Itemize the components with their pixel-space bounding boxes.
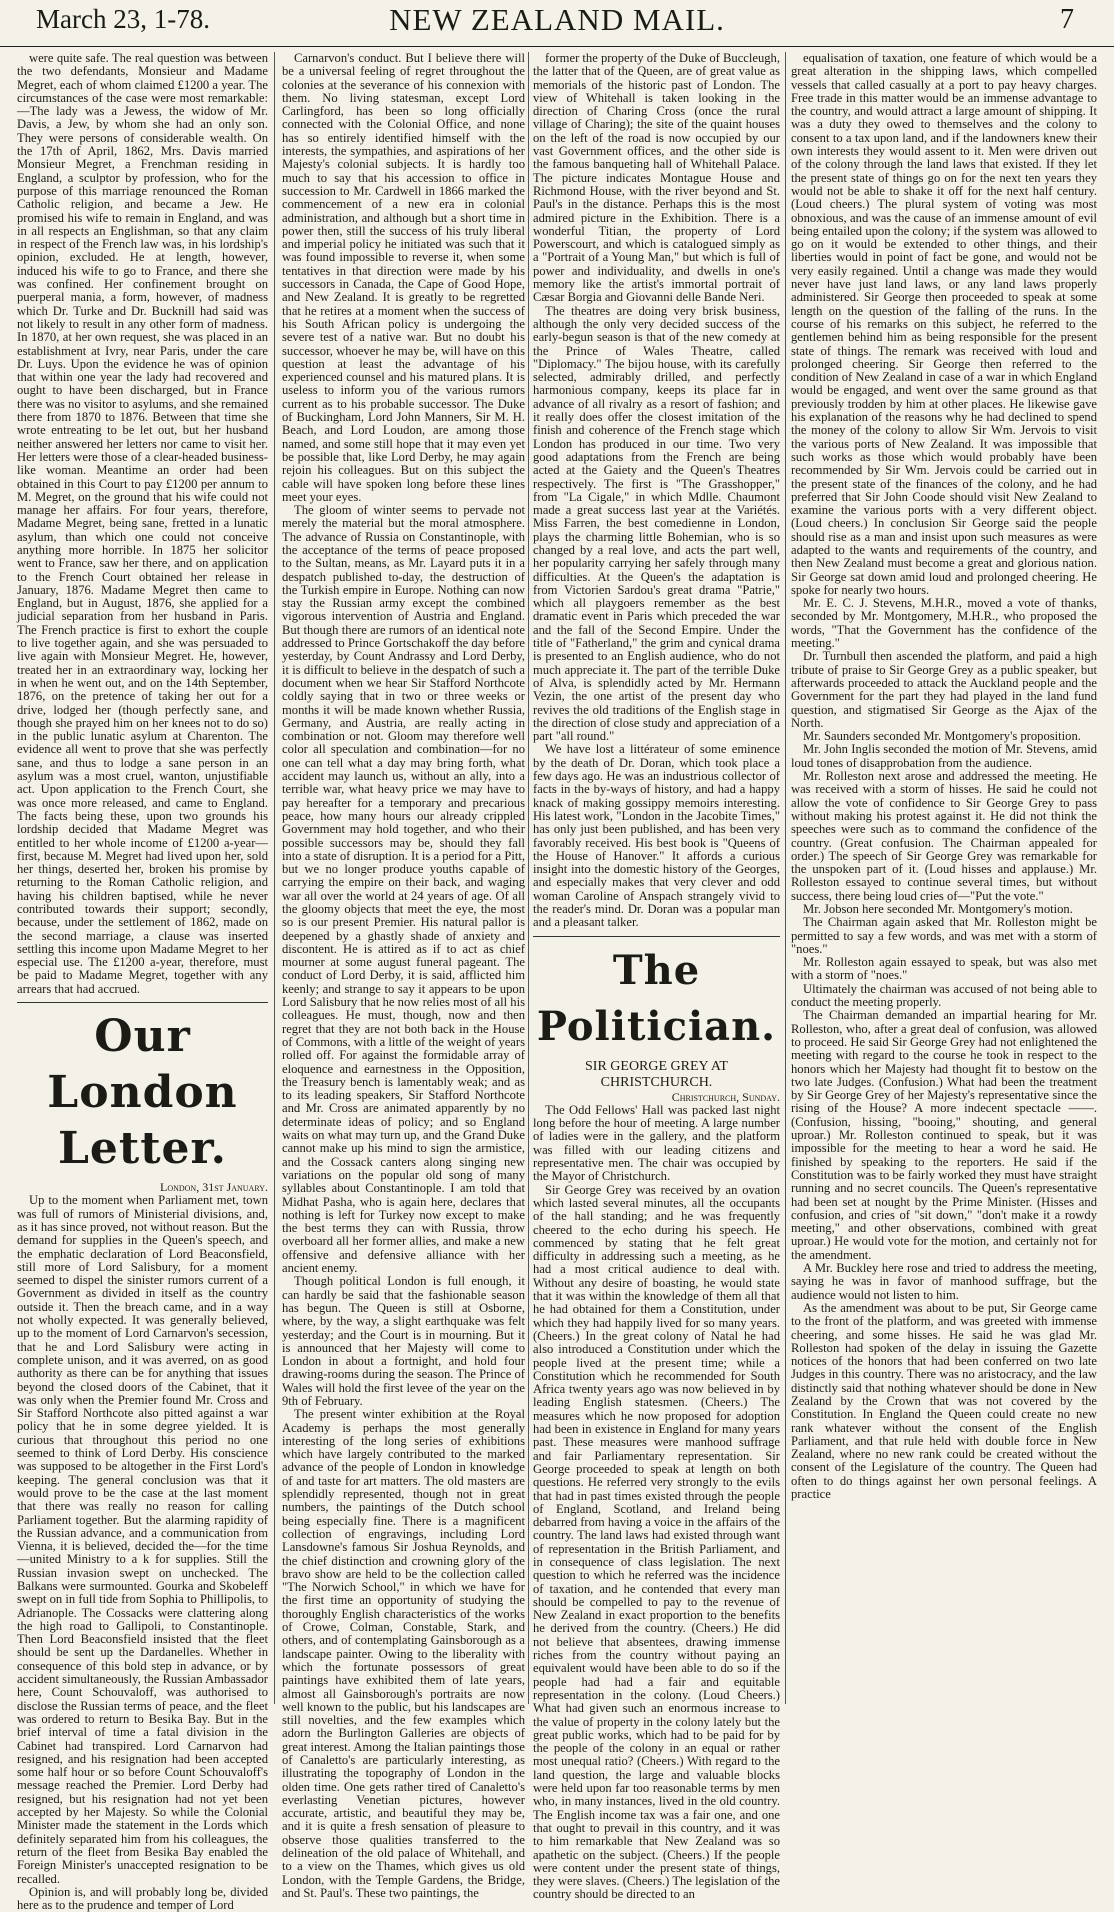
dateline: London, 31st January.: [159, 1180, 268, 1195]
article-paragraph: Carnarvon's conduct. But I believe there will be a universal feeling of regret throughout the colonies at the severance of his connexion with them. No living statesman, except Lord Carlingford, has been so long officially connected with the Colonial Office, and none has so entirely identified himself with the interests, the sympathies, and aspirations of her Majesty's colonial subjects. It is hardly too much to say that his accession to office in succession to Mr. Cardwell in 1866 marked the commencement of a new era in colonial administration, and although but a short time in power then, still the success of his truly liberal and imperial policy he initiated was such that it was found impossible to reverse it, when some tentatives in that direction were made by his successors in Canada, the Cape of Good Hope, and New Zealand. It is greatly to be regretted that he retires at a moment when the success of his South African policy is undergoing the severe test of a native war. But no doubt his successor, whoever he may be, will have on this question at least the advantage of his experienced counsel and his matured plans. It is useless to inform you of the various rumors current as to his probable successor. The Duke of Buckingham, Lord John Manners, Sir M. H. Beach, and Lord Loudon, are among those named, and some still hope that it may even yet be possible that, like Lord Derby, he may again rejoin his colleagues. But on this subject the cable will have spoken long before these lines meet your eyes.: [282, 51, 525, 504]
article-paragraph: Ultimately the chairman was accused of not being able to conduct the meeting properly.: [791, 981, 1097, 1010]
article-paragraph: were quite safe. The real question was between the two defendants, Monsieur and Madame Megret, each of whom claimed £1200 a year. The circumstances of the case were most remarkable:—The lady was a Jewess, the widow of Mr. Davis, a Jew, by whom she had an only son. They were persons of considerable wealth. On the 17th of April, 1862, Mrs. Davis married Monsieur Megret, a Frenchman residing in England, a sculptor by profession, who for the purpose of this marriage renounced the Roman Catholic religion, and became a Jew. He promised his wife to remain in England, and was in all respects an Englishman, so that any claim in respect of the French law was, in his lordship's opinion, excluded. He at length, however, induced his wife to go to France, and there she was confined. Her confinement brought on puerperal mania, a form, however, of madness which Dr. Turke and Dr. Bucknill had said was not likely to result in any other form of madness. In 1870, at her own request, she was placed in an establishment at Ivry, near Paris, under the care Dr. Luys. Upon the evidence he was of opinion that within one year the lady had recovered and ought to have been discharged, but in France there was no visitor to asylums, and she remained there from 1870 to 1876. Between that time she wrote entreating to be let out, but her husband neither answered her letters nor came to visit her. Her letters were those of a clear-headed business-like woman. Meantime an order had been obtained in this Court to pay £1200 per annum to M. Megret, on the ground that his wife could not manage her affairs. For four years, therefore, Madame Megret, being sane, fretted in a lunatic asylum, than which one could not conceive anything more horrible. In 1875 her solicitor went to France, saw her there, and on application to the French Court obtained her release in January, 1876. Madame Megret then came to England, but in August, 1876, she applied for a judicial separation from her husband in Paris. The French practice is first to exhort the couple to live together again, and she was persuaded to live again with Monsieur Megret. He, however, treated her in an extraordinary way, locking her in when he went out, and on the 14th September, 1876, on the pretence of taking her out for a drive, lodged her (though perfectly sane, and though she prayed him on her knees not to do so) in the public lunatic asylum at Charenton. The evidence all went to prove that she was perfectly sane, and thus to lodge a sane person in an asylum was a most cruel, wanton, unjustifiable act. Upon application to the French Court, she was once more released, and came to England. The facts being these, upon two grounds his lordship decided that Madame Megret was entitled to her whole income of £1200 a-year—first, because M. Megret had lived upon her, sold her things, deserted her, broken his promise by returning to the Roman Catholic religion, and having his children baptised, while he never contributed towards their support; secondly, because, under the settlement of 1862, made on the second marriage, a clause was inserted settling this income upon Madame Megret to her especial use. The £1200 a-year, therefore, must be paid to Madame Megret, together with any arrears that had accrued.: [17, 51, 268, 996]
dateline: Christchurch, Sunday.: [671, 1089, 780, 1104]
masthead: [0, 0, 1114, 47]
article-paragraph: The gloom of winter seems to pervade not merely the material but the moral atmosphere. The advance of Russia on Constantinople, with the acceptance of the terms of peace proposed to the Sultan, means, as Mr. Layard puts it in a despatch published to-day, the destruction of the Turkish empire in Europe. Nothing can now stay the Russian army except the combined vigorous intervention of Austria and England. But though there are rumors of an identical note addressed to Prince Gortschakoff the day before yesterday, by Count Andrassy and Lord Derby, it is difficult to believe in the despatch of such a document when we hear Sir Stafford Northcote coldly saying that in two or three weeks or months it will be made known whether Russia, Germany, and Austria, are really acting in combination or not. Gloom may therefore well color all speculation and combination—for no one can tell what a day may bring forth, what accident may launch us, without an ally, into a terrible war, what heavy price we may have to pay hereafter for a temporary and precarious peace, how many hours our already crippled Government may hold together, and who their possible successors may be, should they fall into a state of disruption. It is a period for a Pitt, but we no longer produce youths capable of carrying the empire on their back, and waging war all over the world at 24 years of age. Of all the gloomy objects that meet the eye, the most so is our present Premier. His natural pallor is deepened by a ghastly shade of anxiety and discontent. He is attired as if to act as chief mourner at some august funeral pageant. The conduct of Lord Derby, it is said, afflicted him keenly; and strange to say it appears to be upon Lord Salisbury that he now relies most of all his colleagues. He must, though, now and then regret that they are not both back in the House of Commons, with a little of the weight of years rolled off. For against the formidable array of eloquence and earnestness in the Opposition, the Treasury bench is lamentably weak; and as to its leading speakers, Sir Stafford Northcote and Mr. Cross are animated apparently by no determinate ideas of policy; and so England waits on what may turn up, and the Grand Duke cannot make up his mind to sign the armistice, and the Cossack canters along singing new variations on the popular old song of many syllables about Constantinople. I am told that Midhat Pasha, who is again here, declares that nothing is left for Turkey now except to make the best terms they can with Russia, throw overboard all her former allies, and make a new offensive and defensive alliance with her ancient enemy.: [282, 503, 525, 1276]
article-paragraph: Up to the moment when Parliament met, town was full of rumors of Ministerial divisions, and, as it has since proved, not without reason. But the demand for supplies in the Queen's speech, and the emphatic declaration of Lord Beaconsfield, still more of Lord Salisbury, for a moment seemed to dispel the sinister rumors current of a Government as divided in itself as the country outside it. Then the breach came, and in a way not wholly expected. It was generally believed, up to the moment of Lord Carnarvon's secession, that he and Lord Salisbury were acting in complete unison, and it was averred, on as good authority as there can be for anything that issues beyond the closed doors of the Cabinet, that it was only when the Premier found Mr. Cross and Sir Stafford Northcote also pitted against a war policy that he in some degree yielded. It is curious that throughout this period no one seemed to think of Lord Derby. His conscience was supposed to be altogether in the First Lord's keeping. The general conclusion was that it would prove to be the case at the last moment that there was really no reason for calling Parliament together. But the alarming rapidity of the Russian advance, and a communication from Vienna, it is believed, decided the—for the time—united Ministry to a k for supplies. Still the Russian invasion swept on unchecked. The Balkans were surmounted. Gourka and Skobeleff swept on in full tide from Sophia to Phillipolis, to Adrianople. The Cossacks were clattering along the high road to Gallipoli, to Constantinople. Then Lord Beaconsfield insisted that the fleet should be sent up the Dardanelles. Whether in consequence of this bold step in advance, or by accident simultaneously, the Russian Ambassador here, Count Schouvaloff, was authorised to disclose the Russian terms of peace, and the fleet was ordered to return to Besika Bay. But in the brief interval of time a fatal division in the Cabinet had transpired. Lord Carnarvon had resigned, and his resignation had been accepted some half hour or so before Count Schouvaloff's message reached the Premier. Lord Derby had resigned, but his resignation had not yet been accepted by her Majesty. So while the Colonial Minister made the statement in the Lords which definitely separated him from his colleagues, the return of the fleet from Besika Bay enabled the Foreign Minister's unaccepted resignation to be recalled.: [17, 1193, 268, 1886]
column-rule: [785, 52, 786, 1704]
article-paragraph: Sir George Grey was received by an ovation which lasted several minutes, all the occupants of the hall standing; and he was frequently cheered to the echo during his speech. He commenced by stating that he felt great difficulty in addressing such a meeting, as he had a most critical audience to deal with. Without any desire of boasting, he would state that it was within the knowledge of them all that he had obtained for them a Constitution, under which they had happily lived for so many years. (Cheers.) In the great colony of Natal he had also introduced a Constitution under which the people lived at the present time; while a Constitution which he recommended for South Africa twenty years ago was now believed in by leading English statesmen. (Cheers.) The measures which he now proposed for adoption had been in existence in England for many years past. These measures were manhood suffrage and fair Parliamentary representation. Sir George proceeded to speak at length on both questions. He referred very strongly to the evils that had in past times existed through the people of England, Scotland, and Ireland being debarred from having a voice in the affairs of the country. The land laws had existed through want of representation in the British Parliament, and in consequence of class legislation. The next question to which he referred was the incidence of taxation, and he contended that every man should be compelled to pay to the revenue of New Zealand in exact proportion to the benefits he derived from the country. (Cheers.) He did not believe that absentees, drawing immense riches from the country without paying an equivalent would have been able to do so if the people had had a fair and equitable representation in the colony. (Loud Cheers.) What had given such an enormous increase to the value of property in the colony lately but the great public works, which had to be paid for by the people of the colony in an equal or rather most unequal ratio? (Cheers.) With regard to the land question, the large and valuable blocks were held upon far too reasonable terms by men who, in many instances, lived in the old country. The English income tax was a fair one, and one that ought to prevail in this country, and it was to him remarkable that New Zealand was so apathetic on the subject. (Cheers.) If the people were content under the present state of things, they were slaves. (Cheers.) The legislation of the country should be directed to an: [533, 1182, 780, 1902]
column-2: [282, 51, 525, 1900]
article-paragraph: equalisation of taxation, one feature of which would be a great alteration in the shipping laws, which compelled vessels that called casually at a port to pay heavy charges. Free trade in this matter would be an immense advantage to the country, and would attract a large amount of shipping. It was a duty they owed to themselves and the colony to consent to a tax upon land, and if the landowners knew their own interests they would assent to it. Men were driven out of the colony through the land laws that existed. If they let the present state of things go on for the next ten years they would not be able to shake it off for the next half century. (Loud cheers.) The plural system of voting was most obnoxious, and was the cause of an immense amount of evil being entailed upon the colony; if the system was allowed to go on it would be extended to other things, and their liberties would in point of fact be gone, and would not be very easily regained. Until a change was made they would never have just land laws, or any land laws properly administered. Sir George then proceeded to speak at some length on the question of the falling of the runs. In the course of his remarks on this subject, he referred to the gentlemen behind him as being responsible for the present state of things. The remark was received with loud and prolonged cheering. Sir George then referred to the condition of New Zealand in case of a war in which England would be engaged, and went over the same ground as that previously trodden by him at other places. He likewise gave his explanation of the reasons why he had declined to spend the money of the colony to allow Sir Wm. Jervois to visit the various ports of New Zealand. It was impossible that such works as those which would probably have been recommended by Sir Wm. Jervois could be carried out in the present state of the finances of the colony, and he had preferred that Sir John Coode should visit New Zealand to examine the various ports with a very different object. (Loud cheers.) In conclusion Sir George said the people should rise as a man and insist upon such measures as were adapted to the wants and requirements of the country, and then New Zealand must become a great and glorious nation. Sir George sat down amid loud and prolonged cheering. He spoke for nearly two hours.: [791, 51, 1097, 597]
article-paragraph: Opinion is, and will probably long be, divided here as to the prudence and temper of Lord: [17, 1884, 268, 1912]
article-paragraph: Mr. Saunders seconded Mr. Montgomery's proposition.: [803, 729, 1081, 744]
section-divider: [533, 936, 780, 937]
page-number: 7: [1060, 4, 1074, 35]
article-paragraph: Mr. John Inglis seconded the motion of Mr. Stevens, amid loud tones of disapprobation from the audience.: [791, 742, 1097, 770]
article-paragraph: Mr. Rolleston again essayed to speak, but was also met with a storm of "noes.": [791, 955, 1097, 983]
article-paragraph: The present winter exhibition at the Royal Academy is perhaps the most generally interesting of the long series of exhibitions which have largely contributed to the marked advance of the people of London in knowledge of and taste for art matters. The old masters are splendidly represented, though not in great numbers, the paintings of the Dutch school being especially fine. There is a magnificent collection of engravings, including Lord Lansdowne's famous Sir Joshua Reynolds, and the chief distinction and crowning glory of the bravo show are held to be the collection called "The Norwich School," in which we have for the first time an opportunity of studying the thoroughly English characteristics of the works of Crowe, Colman, Constable, Stark, and others, and of contemplating Gainsborough as a landscape painter. Owing to the liberality with which the fortunate possessors of great paintings have exhibited them of late years, almost all Gainsborough's portraits are now well known to the public, but his landscapes are still novelties, and the few examples which adorn the Burlington Galleries are objects of great interest. Among the Italian paintings those of Canaletto's are particularly interesting, as illustrating the topography of London in the olden time. One gets rather tired of Canaletto's everlasting Venetian pictures, however accurate, artistic, and beautiful they may be, and it is quite a fresh sensation of pleasure to observe those qualities transferred to the delineation of the old palace of Whitehall, and to a view on the Thames, which gives us old London, with the Temple Gardens, the Bridge, and St. Paul's. These two paintings, the: [282, 1407, 525, 1900]
article-paragraph: Mr. Jobson here seconded Mr. Montgomery's motion.: [803, 902, 1073, 916]
section-divider: [17, 1002, 268, 1003]
article-paragraph: Dr. Turnbull then ascended the platform, and paid a high tribute of praise to Sir George Grey as a public speaker, but afterwards proceeded to attack the Auckland people and the Government for the part they had played in the land fund question, and stigmatised Sir George as the Ajax of the North.: [791, 649, 1097, 730]
column-4: [791, 52, 1097, 1704]
article-paragraph: The Odd Fellows' Hall was packed last night long before the hour of meeting. A large number of ladies were in the gallery, and the platform was filled with our leading citizens and representative men. The chair was occupied by the Mayor of Christchurch.: [533, 1102, 780, 1184]
article-paragraph: Though political London is full enough, it can hardly be said that the fashionable season has begun. The Queen is still at Osborne, where, by the way, a slight earthquake was felt yesterday; and the Court is in mourning. But it is announced that her Majesty will come to London in about a fortnight, and hold four drawing-rooms during the season. The Prince of Wales will hold the first levee of the year on the 9th of February.: [282, 1274, 525, 1408]
section-heading-politician: The Politician.: [536, 946, 777, 1050]
article-paragraph: The Chairman again asked that Mr. Rolleston might be permitted to say a few words, and was met with a storm of "noes.": [791, 915, 1097, 956]
article-paragraph: The Chairman demanded an impartial hearing for Mr. Rolleston, who, after a great deal of confusion, was allowed to proceed. He said Sir George Grey had not enlightened the meeting with regard to the course he took in respect to the honors which her Majesty had thought fit to bestow on the two late Judges. (Confusion.) What had been the treatment by Sir George Grey of her Majesty's representative since the rising of the House? A more indecent spectacle ——. (Confusion, hissing, "booing," shouting, and general uproar.) Mr. Rolleston continued to speak, but it was impossible for the meeting to hear a word he said. He finished by speaking to the reporters. He said if the Constitution was to be fairly worked they must have straight running and no secret councils. The Queen's representative had been set at nought by the Prime Minister. (Hisses and confusion, and cries of "sit down," "don't make it a rowdy meeting," and other observations, combined with great uproar.) He would vote for the motion, and certainly not for the amendment.: [791, 1008, 1097, 1262]
article-subheading: SIR GEORGE GREY AT CHRISTCHURCH.: [585, 1058, 728, 1090]
article-paragraph: Mr. Rolleston next arose and addressed the meeting. He was received with a storm of hisses. He said he could not allow the vote of confidence to Sir George Grey to pass without making his protest against it. He did not think the speeches were such as to command the confidence of the country. (Great confusion. The Chairman appealed for order.) The speech of Sir George Grey was remarkable for the unspoken part of it. (Loud hisses and applause.) Mr. Rolleston essayed to continue several times, but without success, there being loud cries of—"Put the vote.": [791, 769, 1097, 903]
section-heading-london-letter: Our London Letter.: [47, 1011, 238, 1175]
issue-date: March 23, 1-78.: [36, 4, 210, 34]
column-rule: [528, 52, 529, 1704]
article-paragraph: A Mr. Buckley here rose and tried to address the meeting, saying he was in favor of manhood suffrage, but the audience would not listen to him.: [791, 1261, 1097, 1302]
column-3: [533, 51, 781, 1902]
article-paragraph: former the property of the Duke of Buccleugh, the latter that of the Queen, are of great value as memorials of the historic past of London. The view of Whitehall is taken looking in the direction of Charing Cross (once the rural village of Charing); the site of the quaint houses on the left of the road is now occupied by our vast Government offices, and the other side is the famous banqueting hall of Whitehall Palace. The picture indicates Montague House and Richmond House, with the river beyond and St. Paul's in the distance. Perhaps this is the most admired picture in the Exhibition. There is a wonderful Titian, the property of Lord Powerscourt, and which is catalogued simply as a "Portrait of a Young Man," but which is full of power and individuality, and dwells in one's memory like the artist's immortal portrait of Cæsar Borgia and Giovanni delle Bande Neri.: [533, 51, 781, 305]
article-paragraph: As the amendment was about to be put, Sir George came to the front of the platform, and was greeted with immense cheering, and some hisses. He said he was glad Mr. Rolleston had spoken of the delay in issuing the Gazette notices of the honors that had been conferred on two late Judges in this country. There was no aristocracy, and the law distinctly said that nothing whatever should be done in New Zealand by the Crown that was not covered by the Constitution. In England the Queen could create no new rank whatever without the consent of the English Parliament, and that rule held with double force in New Zealand, where no new rank could be created without the consent of the Legislature of the country. The Queen had often to do things against her own personal feelings. A practice: [791, 1300, 1097, 1502]
article-paragraph: Mr. E. C. J. Stevens, M.H.R., moved a vote of thanks, seconded by Mr. Montgomery, M.H.R., who proposed the words, "That the Government has the confidence of the meeting.": [791, 596, 1097, 651]
article-paragraph: We have lost a littérateur of some eminence by the death of Dr. Doran, which took place a few days ago. He was an industrious collector of facts in the by-ways of history, and had a happy knack of making gossippy memoirs interesting. His latest work, "London in the Jacobite Times," has only just been published, and has been very favorably received. His best book is "Queens of the House of Hanover." It affords a curious insight into the domestic history of the Georges, and especially makes that very clever and odd woman Caroline of Anspach strangely vivid to the reader's mind. Dr. Doran was a popular man and a pleasant talker.: [533, 742, 780, 930]
column-rule: [274, 52, 275, 1704]
article-paragraph: The theatres are doing very brisk business, although the only very decided success of the early-begun season is that of the new comedy at the Prince of Wales Theatre, called "Diplomacy." The bijou house, with its carefully selected, admirably drilled, and perfectly harmonious company, keeps its place far in advance of all rivalry as a resort of fashion; and it really does offer the closest imitation of the finish and coherence of the French stage which London has produced in our time. Two very good adaptations from the French are being acted at the Gaiety and the Queen's Theatres respectively. The first is "The Grasshopper," from "La Cigale," in which Mdlle. Chaumont made a great success last year at the Variétés. Miss Farren, the best comedienne in London, plays the charming little Bohemian, who is so changed by a real love, and acts the part well, her popularity carrying her safely through many difficulties. At the Queen's the adaptation is from Victorien Sardou's great drama "Patrie," which all playgoers remember as the best dramatic event in Paris which preceded the war and the fall of the Second Empire. Under the title of "Fatherland," the grim and cynical drama is presented to an English audience, who do not much appreciate it. The part of the terrible Duke of Alva, is splendidly acted by Mr. Hermann Vezin, the one artist of the present day who revives the old traditions of the English stage in the direction of close study and appreciation of a part "all round.": [533, 303, 780, 744]
column-1: [17, 51, 268, 1912]
newspaper-title: NEW ZEALAND MAIL.: [389, 2, 725, 37]
